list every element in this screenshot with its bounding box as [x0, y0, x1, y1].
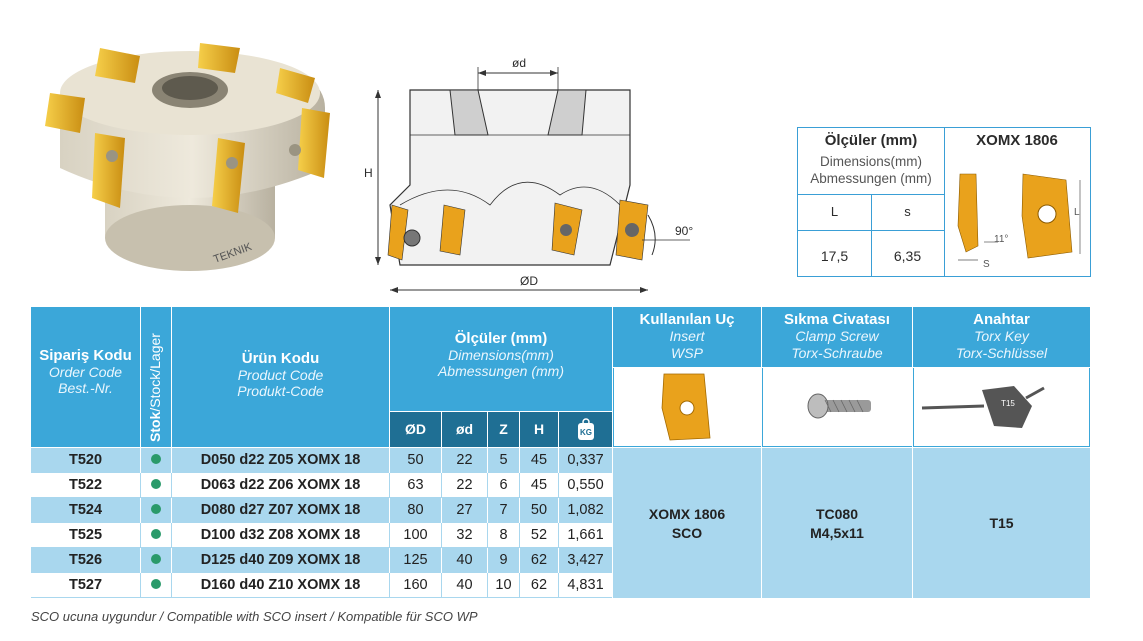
order-code-cell: T527	[68, 577, 103, 593]
weight-cell: 3,427	[567, 552, 604, 568]
od-cell: 160	[403, 577, 428, 593]
z-cell: 7	[499, 502, 508, 518]
col-l-label: L	[830, 204, 839, 219]
h-cell: 50	[530, 502, 548, 518]
dims-title: Ölçüler (mm)	[824, 132, 918, 149]
weight-icon-label: KG	[580, 428, 592, 437]
weight-cell: 1,082	[567, 502, 604, 518]
screw-image-cell	[762, 368, 912, 447]
order-code-title: Sipariş Kodu	[39, 347, 132, 364]
stock-cell	[141, 498, 171, 523]
weight-cell: 1,661	[567, 527, 604, 543]
table-row	[31, 523, 612, 548]
table-row	[31, 498, 612, 523]
header-dimensions	[390, 307, 612, 411]
insert-drawing	[948, 166, 1088, 270]
insert-icon	[614, 368, 762, 446]
header-product-code	[172, 307, 389, 447]
product-code-title: Ürün Kodu	[241, 350, 320, 367]
stock-label-rest: /Stock/Lager	[147, 333, 163, 412]
svg-text:TEKNIK: TEKNIK	[211, 240, 254, 266]
h-cell: 45	[530, 477, 548, 493]
in-stock-icon	[151, 454, 161, 464]
insert-angle-label: 11°	[994, 234, 1009, 245]
product-code-cell: D160 d40 Z10 XOMX 18	[200, 577, 361, 593]
stock-cell	[141, 548, 171, 573]
dims-header-title: Ölçüler (mm)	[454, 330, 548, 347]
h-label: H	[364, 166, 373, 180]
header-order-code	[31, 307, 140, 447]
z-cell: 10	[495, 577, 512, 593]
header-key	[913, 307, 1090, 367]
key-merged-cell	[913, 448, 1090, 598]
product-code-cell: D050 d22 Z05 XOMX 18	[200, 452, 361, 468]
od-small-label: ød	[512, 56, 527, 70]
in-stock-icon	[151, 554, 161, 564]
order-code-cell: T525	[68, 527, 103, 543]
order-code-cell: T526	[68, 552, 103, 568]
order-code-cell: T524	[68, 502, 103, 518]
in-stock-icon	[151, 529, 161, 539]
footnote: SCO ucuna uygundur / Compatible with SCO insert / Kompatible für SCO WP	[31, 609, 478, 624]
dims-subtitle-de: Abmessungen (mm)	[810, 171, 932, 186]
dims-subtitle	[798, 153, 944, 187]
d-cell: 40	[456, 552, 473, 568]
z-cell: 6	[499, 477, 508, 493]
d-cell: 22	[456, 452, 473, 468]
product-code-cell: D100 d32 Z08 XOMX 18	[200, 527, 361, 543]
od-cell: 63	[407, 477, 424, 493]
d-cell: 27	[456, 502, 473, 518]
insert-header-en: Insert	[669, 328, 705, 344]
insert-dimension-box	[797, 127, 1091, 277]
od-cell: 50	[407, 452, 424, 468]
col-weight	[559, 412, 612, 447]
od-cell: 125	[403, 552, 428, 568]
product-code-cell: D080 d27 Z07 XOMX 18	[200, 502, 361, 518]
d-cell: 40	[456, 577, 473, 593]
insert-value-2: SCO	[671, 525, 703, 541]
od-big-label: ØD	[520, 274, 538, 288]
order-code-de: Best.-Nr.	[58, 380, 113, 396]
screw-value-2: M4,5x11	[810, 525, 864, 541]
in-stock-icon	[151, 479, 161, 489]
z-cell: 8	[499, 527, 508, 543]
torx-key-icon-label: T15	[1001, 399, 1015, 408]
key-header-title: Anahtar	[973, 311, 1030, 328]
screw-icon	[763, 368, 913, 446]
product-code-cell: D125 d40 Z09 XOMX 18	[200, 552, 361, 568]
dims-header-de: Abmessungen (mm)	[437, 363, 565, 379]
h-cell: 52	[530, 527, 548, 543]
header-stock	[141, 307, 171, 447]
screw-header-en: Clamp Screw	[795, 328, 879, 344]
h-cell: 62	[530, 577, 548, 593]
h-cell: 62	[530, 552, 548, 568]
insert-s-label: S	[983, 259, 990, 270]
order-code-en: Order Code	[48, 364, 123, 380]
weight-cell: 4,831	[567, 577, 604, 593]
table-row	[31, 448, 612, 473]
h-cell: 45	[530, 452, 548, 468]
key-image-cell	[913, 368, 1090, 447]
stock-cell	[141, 573, 171, 598]
l-value: 17,5	[820, 248, 849, 264]
angle-label: 90°	[675, 224, 694, 238]
product-table	[31, 307, 1090, 601]
key-value: T15	[989, 515, 1014, 531]
in-stock-icon	[151, 579, 161, 589]
screw-header-title: Sıkma Civatası	[784, 311, 890, 328]
col-s-label: s	[904, 204, 911, 219]
product-code-de: Produkt-Code	[237, 383, 324, 399]
order-code-cell: T520	[68, 452, 103, 468]
stock-cell	[141, 448, 171, 473]
od-cell: 100	[403, 527, 428, 543]
screw-merged-cell	[762, 448, 912, 598]
milling-cutter-photo	[40, 38, 350, 298]
weight-cell: 0,337	[567, 452, 604, 468]
table-row	[31, 473, 612, 498]
table-row	[31, 548, 612, 573]
table-row	[31, 573, 612, 598]
col-od: ØD	[390, 412, 441, 447]
screw-header-de: Torx-Schraube	[791, 345, 883, 361]
d-cell: 22	[456, 477, 473, 493]
d-cell: 32	[456, 527, 473, 543]
technical-drawing	[360, 55, 720, 300]
in-stock-icon	[151, 504, 161, 514]
col-z: Z	[488, 412, 519, 447]
header-screw	[762, 307, 912, 367]
header-insert	[613, 307, 761, 367]
stock-cell	[141, 473, 171, 498]
z-cell: 5	[499, 452, 508, 468]
insert-image-cell	[613, 368, 761, 447]
dims-subtitle-en: Dimensions(mm)	[819, 154, 922, 169]
stock-cell	[141, 523, 171, 548]
product-code-en: Product Code	[237, 367, 324, 383]
z-cell: 9	[499, 552, 508, 568]
col-h: H	[520, 412, 558, 447]
insert-l-label: L	[1074, 207, 1080, 218]
od-cell: 80	[407, 502, 424, 518]
stock-label-bold: Stok	[147, 411, 163, 442]
insert-code: XOMX 1806	[976, 132, 1058, 149]
order-code-cell: T522	[68, 477, 103, 493]
col-d: ød	[442, 412, 487, 447]
s-value: 6,35	[893, 248, 922, 264]
insert-header-de: WSP	[671, 345, 703, 361]
product-code-cell: D063 d22 Z06 XOMX 18	[200, 477, 361, 493]
weight-cell: 0,550	[567, 477, 604, 493]
dims-header-en: Dimensions(mm)	[448, 347, 554, 363]
key-header-de: Torx-Schlüssel	[955, 345, 1048, 361]
key-header-en: Torx Key	[974, 328, 1029, 344]
insert-value-1: XOMX 1806	[648, 506, 726, 522]
insert-merged-cell	[613, 448, 761, 598]
insert-header-title: Kullanılan Uç	[639, 311, 735, 328]
screw-value-1: TC080	[815, 506, 859, 522]
